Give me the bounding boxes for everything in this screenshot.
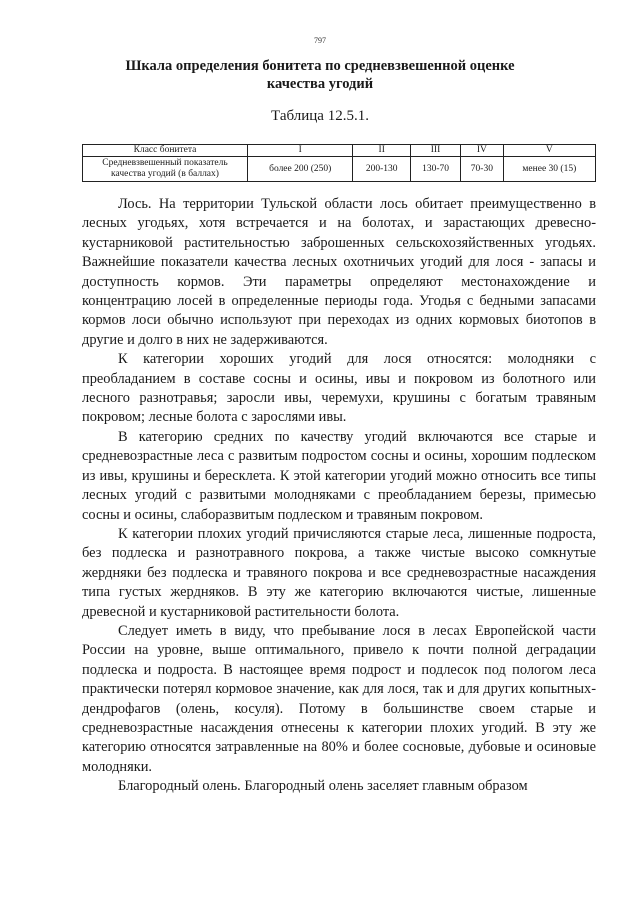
paragraph-degradation-note: Следует иметь в виду, что пребывание лося в лесах Европейской части России на уровне, выше оптимального, привело к почти полной деградации подлеска и подроста. В настоящее время подрост и подлесок под пологом леса практически потерял кормовое значение, как для лося, так и для других копытных-дендрофагов (олень, косуля). Потому в большинстве своем старые и средневозрастные насаждения отнесены к категории плохих угодий. В эту же категорию относятся затравленные на 80% и более сосновые, дубовые и осиновые молодняки. xyxy=(82,622,596,775)
table-value-cell: 130-70 xyxy=(410,157,460,182)
bonitet-table xyxy=(82,144,596,182)
table-class-cell: I xyxy=(248,145,353,157)
table-value-row xyxy=(83,157,596,182)
table-class-cell: III xyxy=(410,145,460,157)
table-header-row xyxy=(83,145,596,157)
paragraph-good-habitats: К категории хороших угодий для лося относятся: молодняки с преобладанием в составе сосны и осины, ивы и покровом из болотного или лесного разнотравья; заросли ивы, черемухи, крушины с богатым травяным покровом; лесные болота с зарослями ивы. xyxy=(82,351,596,426)
table-header-label: Класс бонитета xyxy=(83,145,248,157)
table-class-cell: II xyxy=(353,145,411,157)
table-value-cell: 200-130 xyxy=(353,157,411,182)
document-title: Шкала определения бонитета по средневзвешенной оценке качества угодий xyxy=(125,58,515,92)
table-class-cell: IV xyxy=(461,145,504,157)
body-text xyxy=(82,195,596,797)
page-number: 797 xyxy=(314,36,326,45)
table-value-cell: менее 30 (15) xyxy=(503,157,595,182)
table-class-cell: V xyxy=(503,145,595,157)
paragraph-medium-habitats: В категорию средних по качеству угодий включаются все старые и средневозрастные леса с развитым подростом сосны и осины, хорошим подлеском из ивы, крушины и бересклета. К этой категории угодий можно относить все типы лесных угодий с развитыми молодняками с преобладанием березы, примесью сосны и осины, слаборазвитым подлеском и травяным покровом. xyxy=(82,428,596,523)
table-caption: Таблица 12.5.1. xyxy=(271,108,369,124)
table-value-cell: 70-30 xyxy=(461,157,504,182)
table-value-cell: более 200 (250) xyxy=(248,157,353,182)
paragraph-poor-habitats: К категории плохих угодий причисляются старые леса, лишенные подроста, без подлеска и разнотравного покрова, а также чистые высоко сомкнутые жердняки без подлеска и травяного покрова и все средневозрастные насаждения типа густых жердняков. В эту же категорию включаются чистые, лишенные древесной и кустарниковой растительности болота. xyxy=(82,525,596,620)
table-value-row-label: Средневзвешенный показатель качества угодий (в баллах) xyxy=(83,157,248,182)
paragraph-red-deer-intro: Благородный олень. Благородный олень заселяет главным образом xyxy=(118,778,528,795)
paragraph-moose-intro: Лось. На территории Тульской области лось обитает преимущественно в лесных угодьях, хотя встречается и на болотах, и зарастающих древесно-кустарниковой растительностью заброшенных сельскохозяйственных угодьях. Важнейшие показатели качества лесных охотничьих угодий для лося - запасы и доступность кормов. Эти параметры определяют местонахождение и концентрацию лосей в определенные периоды года. Угодья с бедными запасами кормов лоси обычно используют при переходах из одних кормовых биотопов в другие и долго в них не задерживаются. xyxy=(82,196,596,348)
